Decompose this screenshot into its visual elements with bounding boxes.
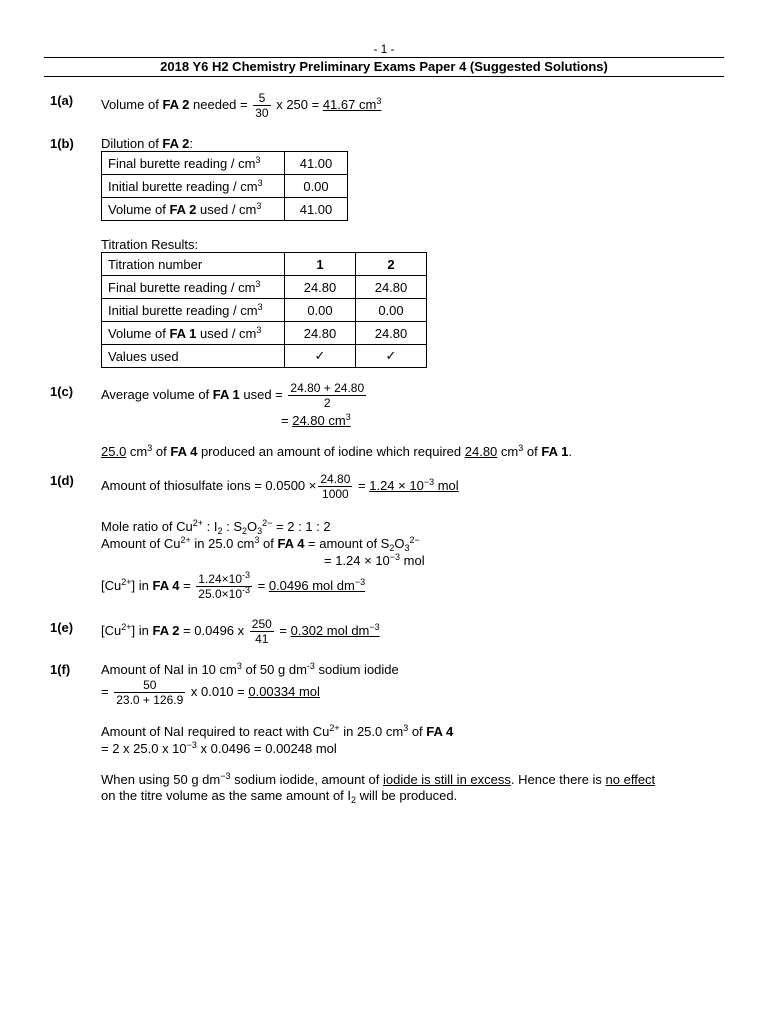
table-row: Initial burette reading / $cm^3$ 0.00 <box>102 175 348 198</box>
page-number: - 1 - <box>373 42 395 56</box>
titration-heading: Titration Results: <box>101 237 199 252</box>
check-icon: ✓ <box>356 345 427 368</box>
dilution-heading: Dilution of FA 2: <box>101 136 194 151</box>
table-row: Final burette reading / $cm^3$ 41.00 <box>102 152 348 175</box>
q1f-line5: When using 50 g $dm^{-3}$ sodium iodide, amount of iodide is still in excess. Hence there is no effect <box>101 771 656 787</box>
q1b-label: 1(b) <box>50 136 74 151</box>
table-row: Values used ✓ ✓ <box>102 345 427 368</box>
q1d-thiosulfate: Amount of thiosulfate ions = 0.0500 × $\frac{24.80}{1000}$ = $1.24 \times 10^{-3}$ mol <box>101 472 459 501</box>
titration-table <box>101 252 427 368</box>
table-row: Titration number 1 2 <box>102 253 427 276</box>
q1f-label: 1(f) <box>50 662 71 677</box>
q1d-amount-result: = $1.24 \times 10^{-3}$ mol <box>324 552 425 568</box>
q1c-statement: 25.0 $cm^3$ of FA 4 produced an amount of iodine which required 24.80 $cm^3$ of FA 1. <box>101 443 572 459</box>
q1a-answer: 41.67 $cm^3$ <box>322 95 382 112</box>
q1f-line3: Amount of NaI required to react with $Cu^{2+}$ in 25.0 $cm^3$ of FA 4 <box>101 723 454 739</box>
table-row: Volume of FA 1 used / $cm^3$ 24.80 24.80 <box>102 322 427 345</box>
q1c-fraction: $\frac{24.80 + 24.80}{2}$ <box>290 381 365 410</box>
dilution-table <box>101 151 348 221</box>
q1a-fraction: $\frac{5}{30}$ <box>255 91 269 120</box>
q1a-text: Volume of FA 2 needed = $\frac{5}{30}$ x 250 = 41.67 $cm^3$ <box>101 91 382 120</box>
q1f-line6: on the titre volume as the same amount of $I_2$ will be produced. <box>101 788 458 805</box>
q1f-line2: = $\frac{50}{23.0 + 126.9}$ x 0.010 = 0.00334 mol <box>101 678 320 707</box>
document-title: 2018 Y6 H2 Chemistry Preliminary Exams Paper 4 (Suggested Solutions) <box>44 57 724 77</box>
q1c-average: Average volume of FA 1 used = $\frac{24.80 + 24.80}{2}$ <box>101 381 365 410</box>
q1e-concentration: $[Cu^{2+}]$ in FA 2 = 0.0496 x $\frac{250}{41}$ = 0.302 mol $dm^{-3}$ <box>101 617 380 646</box>
q1d-mole-ratio: Mole ratio of $Cu^{2+}$ : $I_2$ : $S_2O_3^{2-} = 2$ : 1 : 2 <box>101 518 331 536</box>
q1d-amount: Amount of $Cu^{2+}$ in 25.0 $cm^3$ of FA 4 = amount of $S_2O_3^{2-}$ <box>101 535 420 553</box>
q1c-label: 1(c) <box>50 384 74 399</box>
q1d-concentration: $[Cu^{2+}]$ in FA 4 = $\frac{1.24\times 10^{-3}}{25.0\times 10^{-3}}$ = 0.0496 mol $dm^{-3}$ <box>101 570 366 601</box>
q1a-label: 1(a) <box>50 93 74 108</box>
q1f-line4: = 2 x 25.0 x $10^{-3}$ x 0.0496 = 0.00248 mol <box>101 740 337 756</box>
check-icon: ✓ <box>285 345 356 368</box>
q1e-label: 1(e) <box>50 620 74 635</box>
q1d-label: 1(d) <box>50 473 74 488</box>
table-row: Volume of FA 2 used / $cm^3$ 41.00 <box>102 198 348 221</box>
table-row: Initial burette reading / $cm^3$ 0.00 0.00 <box>102 299 427 322</box>
q1c-average-result: = 24.80 $cm^3$ <box>281 412 351 428</box>
table-row: Final burette reading / $cm^3$ 24.80 24.80 <box>102 276 427 299</box>
q1f-line1: Amount of NaI in 10 $cm^3$ of 50 g $dm^{-3}$ sodium iodide <box>101 661 399 677</box>
